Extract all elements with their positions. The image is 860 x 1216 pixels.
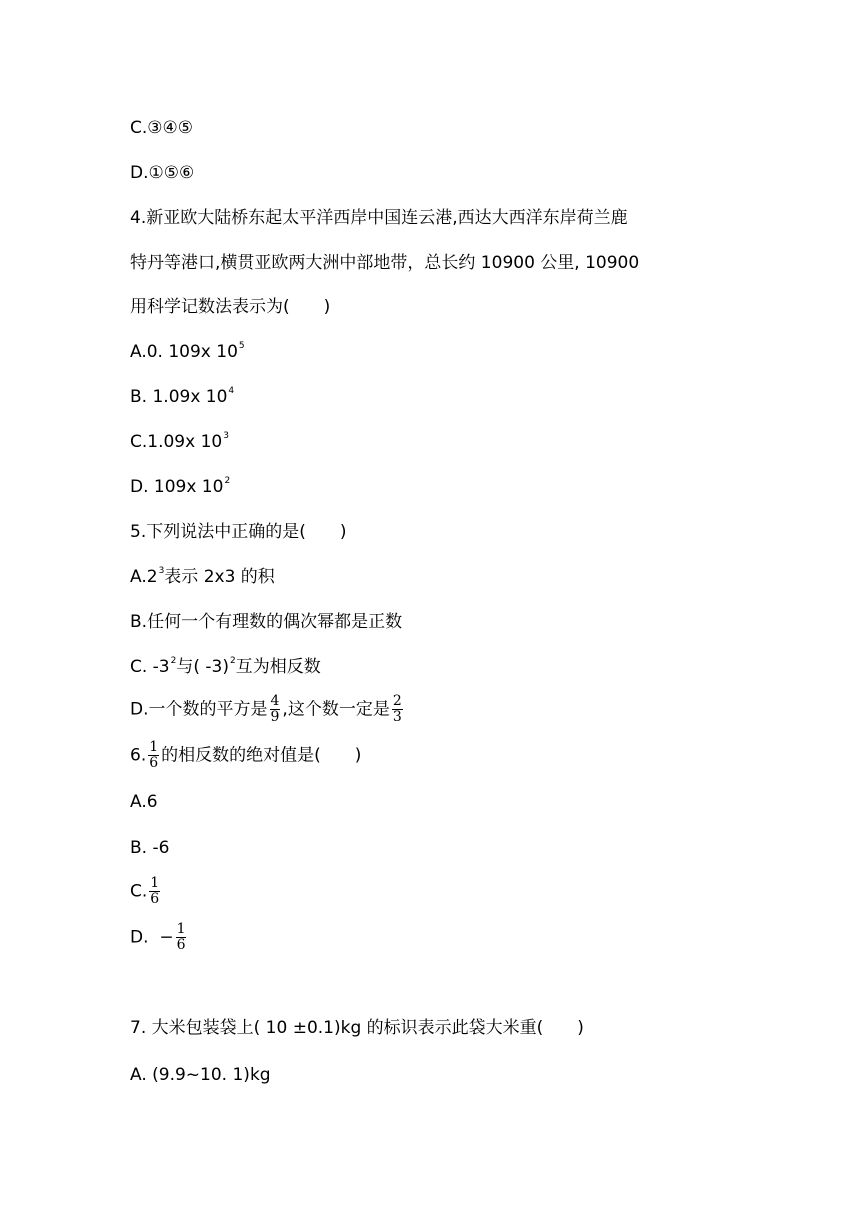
q4-option-b-exponent: 4	[228, 386, 235, 397]
q6-option-c	[130, 876, 162, 907]
q4-option-a	[130, 340, 245, 364]
fraction-numerator: 1	[176, 921, 186, 937]
q6-stem-fraction	[148, 740, 159, 771]
q5-option-c	[130, 655, 321, 679]
q4-stem-line2: 特丹等港口,横贯亚欧两大洲中部地带，总长约 10900 公里, 10900	[130, 253, 640, 273]
fraction-denominator: 9	[270, 709, 280, 725]
q5-option-b: B.任何一个有理数的偶次幂都是正数	[130, 612, 403, 632]
q4-option-c-base: C.1.09x 10	[130, 432, 223, 452]
fraction-numerator: 1	[150, 875, 160, 891]
q5-option-c-mid: 与( -3)	[176, 657, 229, 677]
q4-option-c	[130, 430, 229, 454]
q6-option-c-fraction	[149, 876, 160, 907]
q5-option-d-fraction-2	[392, 694, 403, 725]
q6-option-d	[130, 922, 188, 953]
q5-option-d-fraction-1	[270, 694, 281, 725]
q5-option-c-exponent-1: 2	[170, 656, 177, 667]
q5-option-d-mid: ,这个数一定是	[282, 699, 390, 720]
q6-stem	[130, 740, 361, 771]
q4-option-b-base: B. 1.09x 10	[130, 387, 228, 407]
q6-stem-pre: 6.	[130, 745, 147, 766]
q5-option-c-post: 互为相反数	[235, 657, 321, 677]
q4-option-d-exponent: 2	[224, 476, 231, 487]
q6-option-b: B. -6	[130, 838, 170, 858]
fraction-numerator: 2	[392, 693, 402, 709]
q6-stem-post: 的相反数的绝对值是( )	[161, 745, 362, 766]
q6-option-a: A.6	[130, 792, 158, 812]
q3-option-d: D.①⑤⑥	[130, 163, 195, 183]
q5-option-a-post: 表示 2x3 的积	[164, 567, 275, 587]
q6-option-d-pre: D.	[130, 927, 160, 948]
fraction-numerator: 4	[270, 693, 280, 709]
q4-option-a-exponent: 5	[238, 341, 245, 352]
q4-option-b	[130, 385, 234, 409]
q5-stem: 5.下列说法中正确的是( )	[130, 522, 347, 542]
q5-option-d-pre: D.一个数的平方是	[130, 699, 268, 720]
q5-option-a	[130, 565, 275, 589]
q4-option-c-exponent: 3	[223, 431, 229, 442]
fraction-denominator: 3	[392, 709, 402, 725]
fraction-denominator: 6	[149, 755, 159, 771]
q7-option-a: A. (9.9~10. 1)kg	[130, 1065, 271, 1085]
q4-option-d-base: D. 109x 10	[130, 477, 224, 497]
q4-option-a-base: A.0. 109x 10	[130, 342, 238, 362]
q5-option-d	[130, 694, 405, 725]
q5-option-a-pre: A.2	[130, 567, 158, 587]
q5-option-a-exponent: 3	[158, 566, 165, 577]
q6-option-d-minus: −	[159, 927, 174, 948]
q7-stem: 7. 大米包装袋上( 10 ±0.1)kg 的标识表示此袋大米重( )	[130, 1018, 584, 1038]
q4-stem-line1: 4.新亚欧大陆桥东起太平洋西岸中国连云港,西达大西洋东岸荷兰鹿	[130, 208, 628, 228]
q6-option-c-pre: C.	[130, 881, 148, 902]
q5-option-c-pre: C. -3	[130, 657, 170, 677]
q3-option-c: C.③④⑤	[130, 118, 193, 138]
fraction-denominator: 6	[150, 891, 160, 907]
fraction-denominator: 6	[176, 937, 186, 953]
q4-option-d	[130, 475, 230, 499]
q4-stem-line3: 用科学记数法表示为( )	[130, 297, 331, 317]
fraction-numerator: 1	[149, 739, 159, 755]
q5-option-c-exponent-2: 2	[230, 656, 236, 667]
q6-option-d-fraction	[176, 922, 187, 953]
